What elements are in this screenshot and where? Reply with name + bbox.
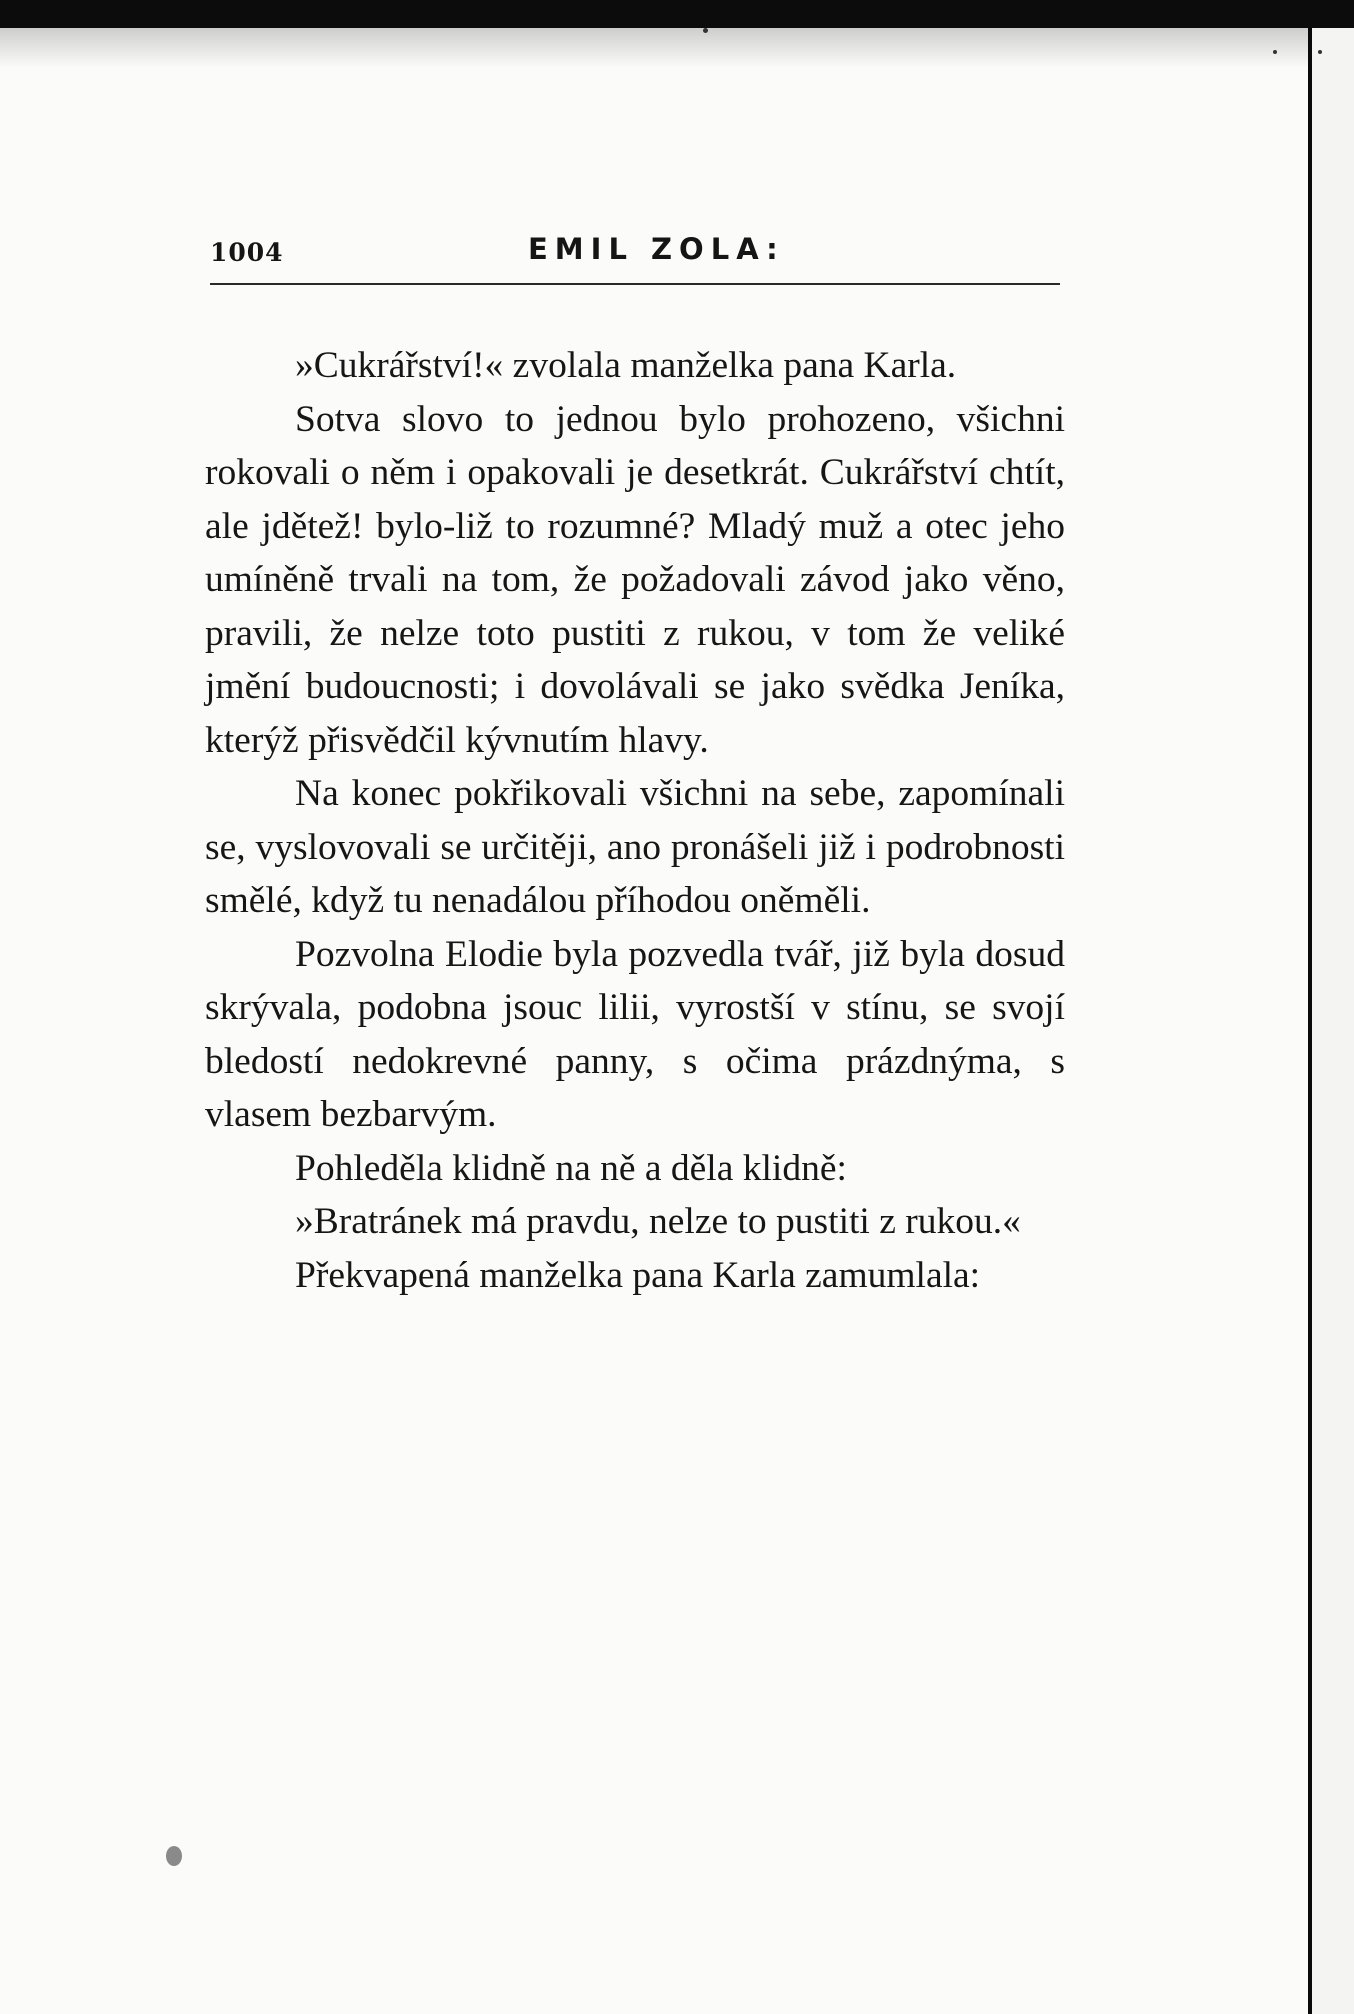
paragraph-7: Překvapená manželka pana Karla zamumlala: (295, 1254, 981, 1296)
page-number: 1004 (210, 238, 284, 267)
scan-speck (703, 28, 708, 33)
paragraph-2: Sotva slovo to jednou bylo prohozeno, všichni rokovali o něm i opakovali je desetkrát. Cukrářství chtít, ale jdětež! bylo-liž to rozumné? Mladý muž a otec jeho umíněně trvali na tom, že požadovali závod jako věno, pravili, že nelze toto pustiti z rukou, v tom že veliké jmění budoucnosti; i dovolávali se jako svědka Jeníka, kterýž přisvědčil kývnutím hlavy. (205, 398, 1065, 761)
scan-speck (1273, 50, 1277, 54)
adjacent-page-edge (1308, 28, 1354, 2014)
header-rule (210, 283, 1060, 285)
paragraph-5: Pohleděla klidně na ně a děla klidně: (295, 1147, 847, 1189)
scan-border-top (0, 0, 1354, 30)
running-head (210, 232, 1060, 282)
paragraph-1: »Cukrářství!« zvolala manželka pana Karla. (295, 345, 957, 386)
running-title: EMIL ZOLA: (528, 232, 785, 266)
page-top-shadow (0, 28, 1308, 68)
paragraph-3: Na konec pokřikovali všichni na sebe, zapomínali se, vyslovovali se určitěji, ano pronášeli již i podrobnosti smělé, když tu nenadálou příhodou oněměli. (205, 773, 1065, 921)
scan-speck (166, 1846, 182, 1866)
paragraph-6: »Bratránek má pravdu, nelze to pustiti z rukou.« (295, 1201, 1021, 1242)
scan-speck (1318, 50, 1322, 54)
paragraph-4: Pozvolna Elodie byla pozvedla tvář, již byla dosud skrývala, podobna jsouc lilii, vyrostší v stínu, se svojí bledostí nedokrevné panny, s očima prázdnýma, s vlasem bezbarvým. (205, 933, 1065, 1135)
body-text (205, 339, 1065, 1302)
